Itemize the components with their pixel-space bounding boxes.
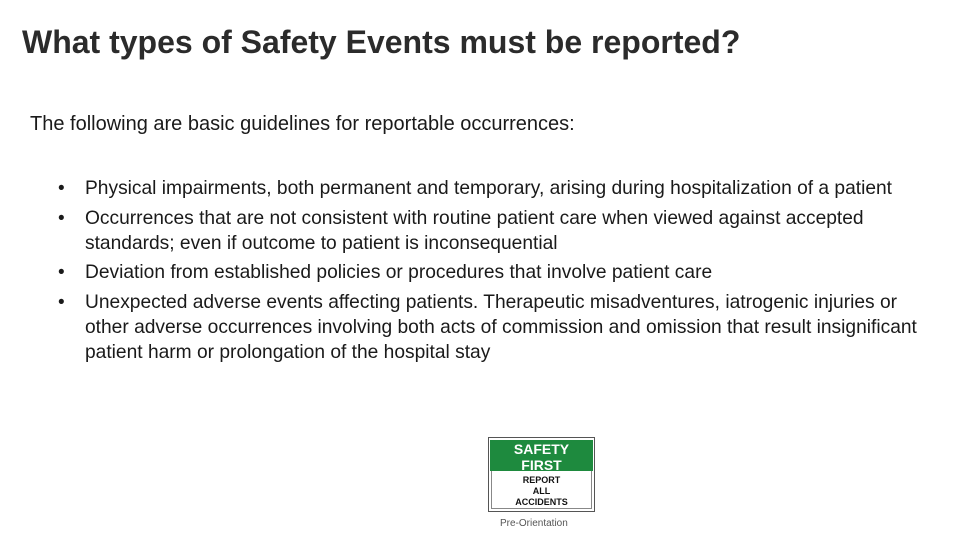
bullet-text: Physical impairments, both permanent and temporary, arising during hospitalization of a patient	[85, 178, 893, 199]
bullet-text: Deviation from established policies or procedures that involve patient care	[85, 262, 713, 284]
bullet-item	[58, 177, 938, 202]
image-caption: Pre-Orientation	[500, 518, 568, 529]
bullet-dot-icon: •	[58, 207, 65, 229]
sign-body	[489, 475, 594, 508]
safety-first-sign-image	[488, 437, 595, 512]
bullet-text: Occurrences that are not consistent with routine patient care when viewed against accepted standards; even if outcome to patient is inconsequential	[85, 207, 864, 254]
sign-header	[490, 440, 593, 471]
sign-header-line1: SAFETY	[513, 441, 570, 457]
bullet-item	[58, 291, 938, 365]
sign-body-line2: ALL	[532, 486, 551, 496]
bullet-item	[58, 261, 938, 286]
bullet-text: Unexpected adverse events affecting patients. Therapeutic misadventures, iatrogenic injuries or other adverse occurrences involving both acts of commission and omission that result insignificant patient harm or prolongation of the hospital stay	[85, 292, 917, 363]
bullet-item	[58, 207, 938, 257]
sign-body-line3: ACCIDENTS	[515, 497, 568, 507]
bullet-dot-icon: •	[58, 292, 65, 314]
slide-title: What types of Safety Events must be reported?	[22, 24, 741, 60]
sign-header-line2: FIRST	[521, 457, 562, 473]
intro-text: The following are basic guidelines for reportable occurrences:	[30, 113, 575, 135]
bullet-dot-icon: •	[58, 178, 65, 199]
bullet-dot-icon: •	[58, 262, 65, 284]
bullet-list	[58, 177, 938, 371]
sign-body-line1: REPORT	[522, 475, 561, 485]
